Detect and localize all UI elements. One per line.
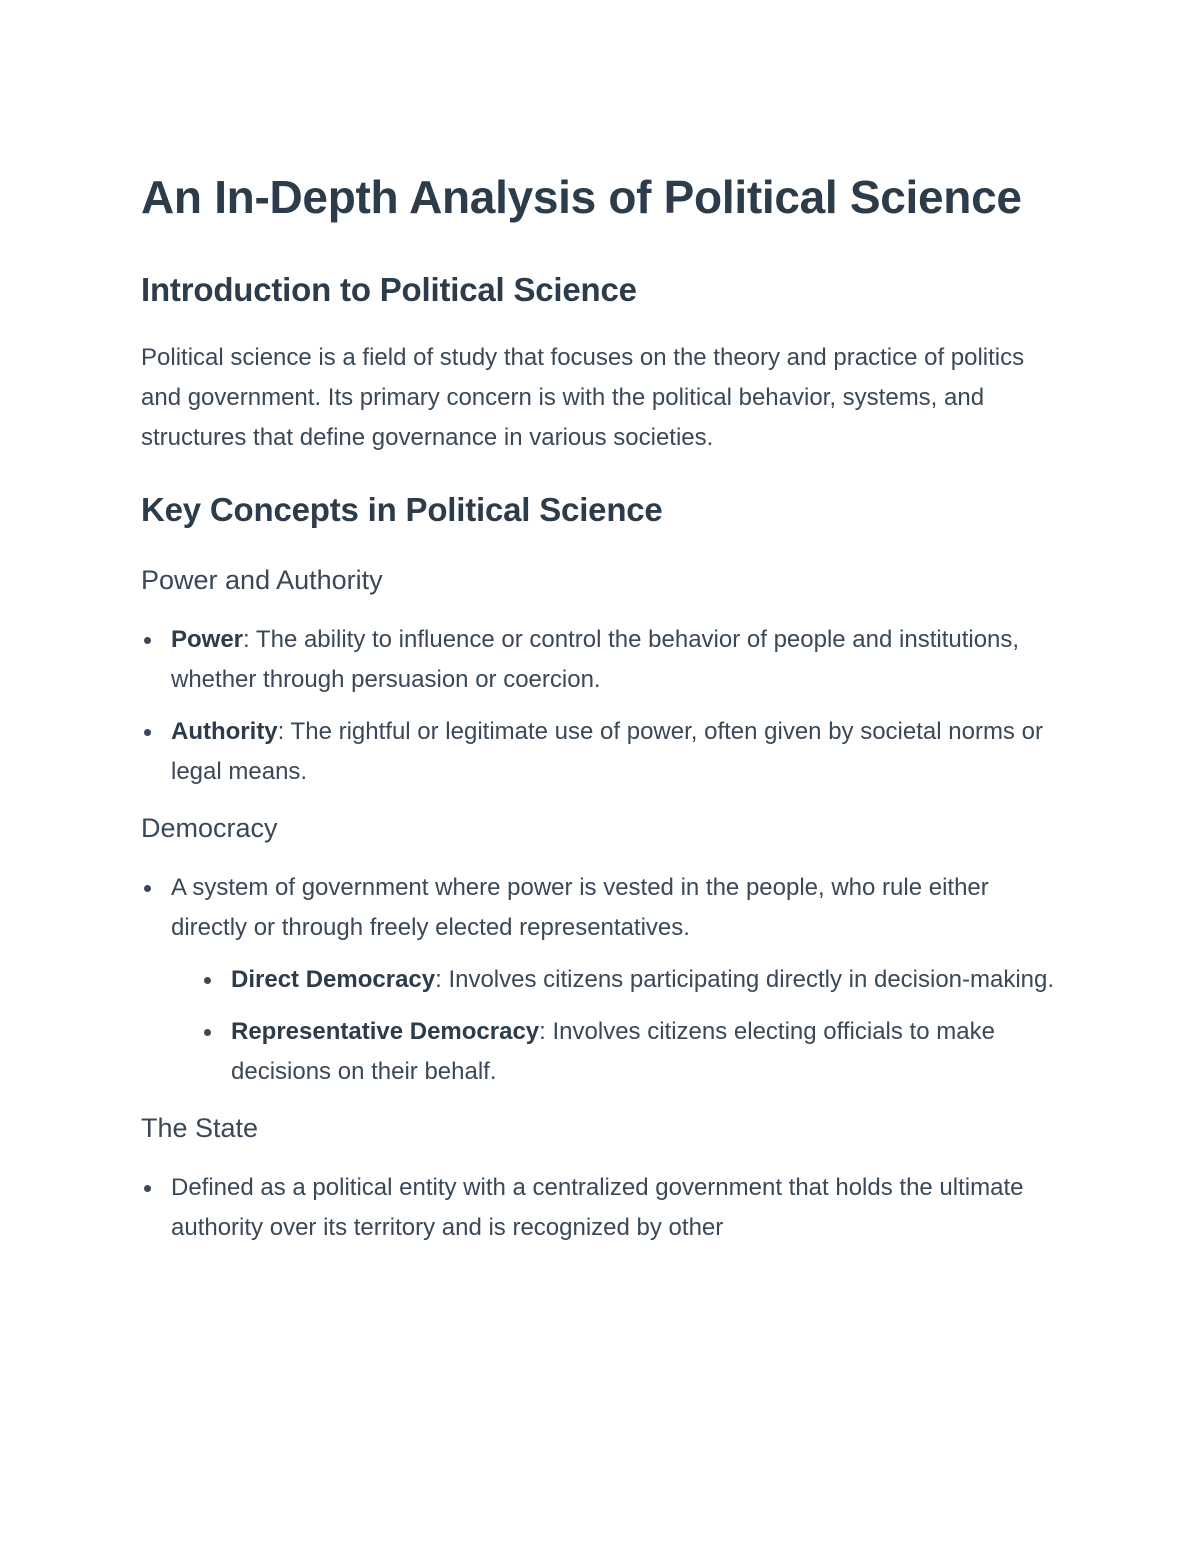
definition-power: : The ability to influence or control the behavior of people and institutions, whether through persuasion or coercion. <box>171 626 1020 693</box>
power-authority-heading: Power and Authority <box>141 565 383 595</box>
list-item <box>141 1168 1061 1248</box>
definition-representative-democracy: : Involves citizens electing officials to make decisions on their behalf. <box>231 1018 995 1085</box>
state-heading: The State <box>141 1113 259 1143</box>
term-power: Power <box>171 626 244 653</box>
term-direct-democracy: Direct Democracy <box>231 966 436 993</box>
list-item <box>141 620 1061 700</box>
democracy-sublist <box>201 960 1061 1092</box>
list-item <box>201 1012 1061 1092</box>
key-concepts-heading: Key Concepts in Political Science <box>141 491 663 528</box>
definition-direct-democracy: : Involves citizens participating directly in decision-making. <box>435 966 1055 993</box>
power-authority-list <box>141 620 1061 792</box>
list-item <box>201 960 1061 1000</box>
state-definition: Defined as a political entity with a centralized government that holds the ultimate authority over its territory and is recognized by other <box>171 1174 1024 1241</box>
list-item <box>141 868 1061 1092</box>
intro-heading: Introduction to Political Science <box>141 271 637 308</box>
list-item <box>141 712 1061 792</box>
intro-paragraph: Political science is a field of study that focuses on the theory and practice of politics and government. Its primary concern is with the political behavior, systems, and structures that define governance in various societies. <box>141 344 1025 451</box>
democracy-heading: Democracy <box>141 813 278 843</box>
document-page <box>141 166 1061 1248</box>
document-title: An In-Depth Analysis of Political Science <box>141 171 1022 223</box>
term-representative-democracy: Representative Democracy <box>231 1018 540 1045</box>
term-authority: Authority <box>171 718 278 745</box>
democracy-definition: A system of government where power is vested in the people, who rule either directly or through freely elected representatives. <box>171 874 989 941</box>
definition-authority: : The rightful or legitimate use of power, often given by societal norms or legal means. <box>171 718 1043 785</box>
democracy-list <box>141 868 1061 1092</box>
state-list <box>141 1168 1061 1248</box>
